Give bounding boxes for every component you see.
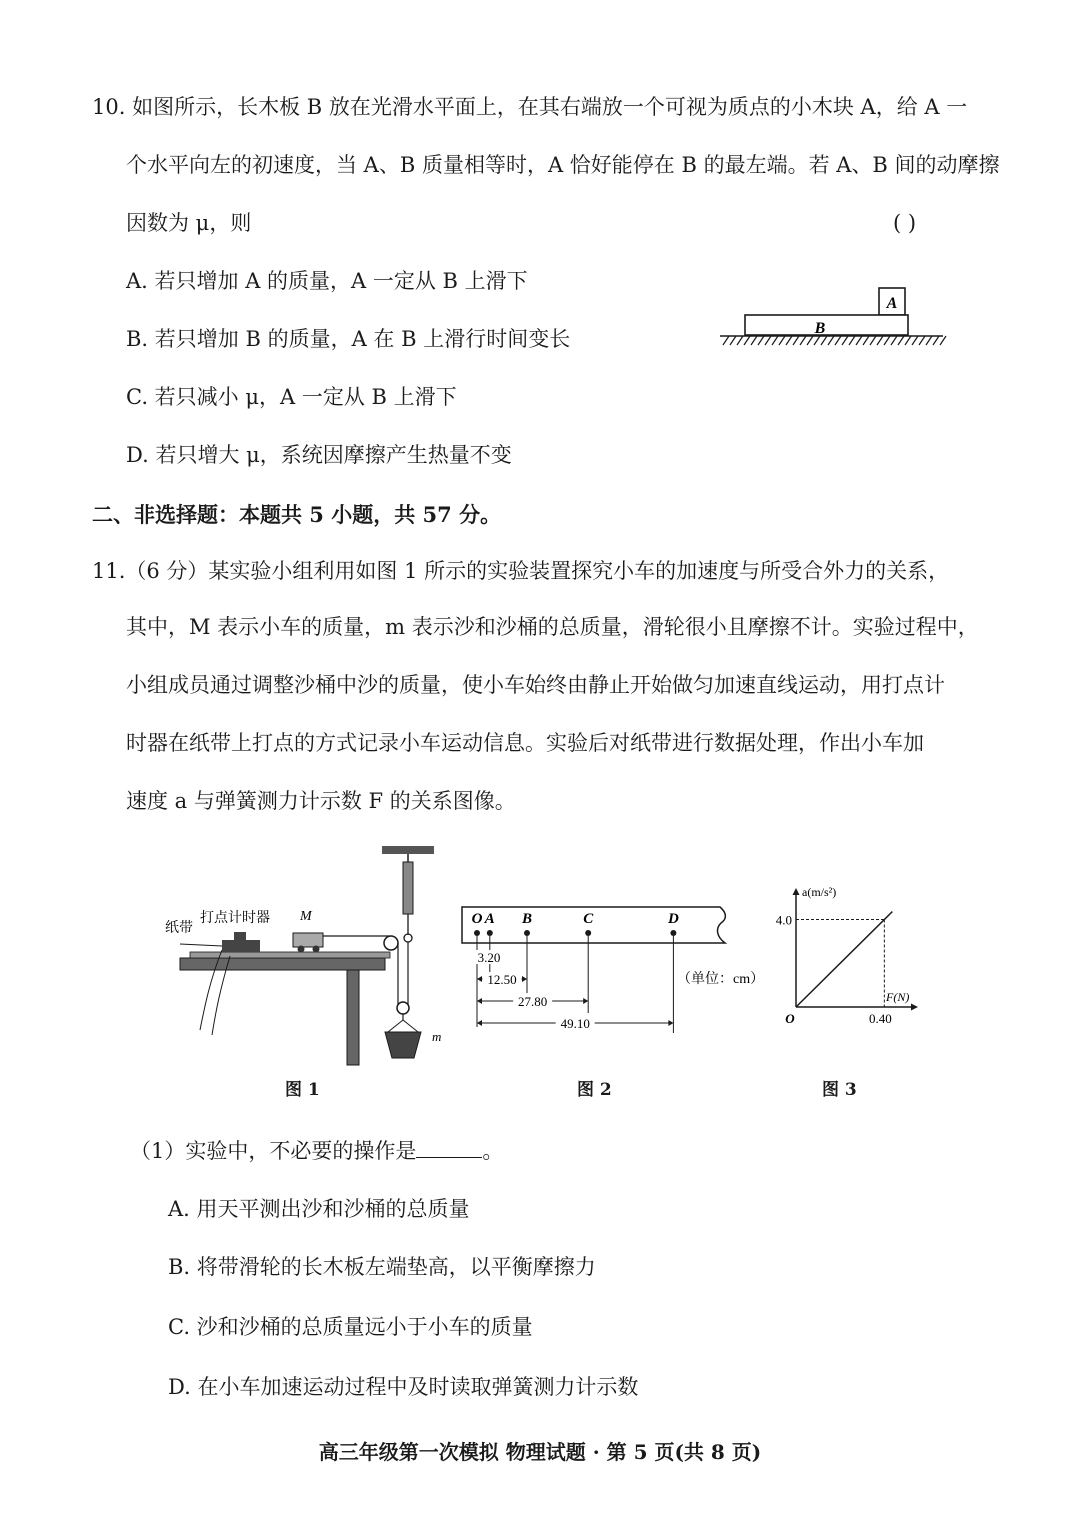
q10-stem-line1: 10. 如图所示，长木板 B 放在光滑水平面上，在其右端放一个可视为质点的小木块 A，给 A 一 [92, 95, 968, 119]
tape-dot [487, 930, 493, 936]
tape-dot [524, 930, 530, 936]
tape-point-label: C [583, 911, 594, 927]
q10-option-b: B. 若只增加 B 的质量，A 在 B 上滑行时间变长 [126, 327, 571, 351]
movable-pulley [397, 1002, 409, 1014]
figure-2-caption: 图 2 [577, 1080, 612, 1100]
label-mass-m: m [432, 1029, 442, 1044]
scale-hook-ring [404, 934, 412, 942]
q11-sub1-option-d: D. 在小车加速运动过程中及时读取弹簧测力计示数 [168, 1375, 639, 1399]
table-pulley [384, 936, 398, 950]
q11-sub1-prefix: （1）实验中，不必要的操作是 [130, 1139, 417, 1163]
distance-label: 27.80 [517, 994, 548, 1009]
figure-1-caption: 图 1 [285, 1080, 320, 1100]
sand-bucket [385, 1032, 421, 1058]
origin-label: O [785, 1011, 795, 1026]
table-leg [347, 970, 359, 1065]
q11-sub1-suffix: 。 [482, 1139, 504, 1163]
q10-stem-line2: 个水平向左的初速度，当 A、B 质量相等时，A 恰好能停在 B 的最左端。若 A、B 间的动摩擦 [126, 153, 1000, 177]
figure-3-graph [775, 885, 920, 1035]
ground-hatching [723, 336, 946, 345]
board-b-label: B [814, 320, 826, 337]
tape-point-label: B [521, 911, 533, 927]
q11-stem-line5: 速度 a 与弹簧测力计示数 F 的关系图像。 [126, 789, 516, 813]
cart-m [293, 933, 323, 947]
q11-sub1-option-b: B. 将带滑轮的长木板左端垫高，以平衡摩擦力 [168, 1255, 596, 1279]
label-timer: 打点计时器 [200, 911, 270, 926]
board-b [745, 315, 908, 335]
section-2-heading: 二、非选择题：本题共 5 小题，共 57 分。 [92, 502, 502, 527]
figure-1-apparatus [160, 840, 460, 1070]
q11-stem-line1: 11.（6 分）某实验小组利用如图 1 所示的实验装置探究小车的加速度与所受合外力的关系， [92, 559, 950, 583]
q11-stem-line3: 小组成员通过调整沙桶中沙的质量，使小车始终由静止开始做匀加速直线运动，用打点计 [126, 673, 945, 697]
q10-option-d: D. 若只增大 μ，系统因摩擦产生热量不变 [126, 443, 512, 467]
tape-unit-label: （单位：cm） [677, 972, 765, 987]
x-axis-label: F(N) [886, 990, 910, 1004]
dot-timer [222, 940, 260, 952]
label-cart-m: M [300, 909, 312, 924]
tape-point-label: A [484, 911, 495, 927]
label-tape: 纸带 [165, 921, 193, 936]
spring-scale [403, 862, 413, 914]
q10-figure [715, 285, 950, 355]
tape-dot [474, 930, 480, 936]
tape-outline [462, 907, 725, 943]
tape-dot [670, 930, 676, 936]
figure-2-tape [455, 895, 775, 1045]
x-tick-label: 0.40 [868, 1011, 892, 1026]
tape-dot [585, 930, 591, 936]
page-footer: 高三年级第一次模拟 物理试题 · 第 5 页(共 8 页) [318, 1440, 762, 1464]
distance-label: 49.10 [560, 1016, 590, 1031]
q10-answer-parentheses: ( ) [893, 211, 917, 235]
q10-option-a: A. 若只增加 A 的质量，A 一定从 B 上滑下 [126, 269, 528, 293]
series-line [796, 912, 892, 1007]
q11-stem-line4: 时器在纸带上打点的方式记录小车运动信息。实验后对纸带进行数据处理，作出小车加 [126, 731, 924, 755]
block-a-label: A [886, 295, 898, 312]
q11-sub1-stem [130, 1136, 503, 1166]
q11-stem-line2: 其中，M 表示小车的质量，m 表示沙和沙桶的总质量，滑轮很小且摩擦不计。实验过程中， [126, 615, 979, 639]
answer-blank [416, 1137, 482, 1158]
tape-point-label: D [667, 911, 679, 927]
y-tick-label: 4.0 [775, 912, 792, 928]
q11-sub1-option-c: C. 沙和沙桶的总质量远小于小车的质量 [168, 1315, 533, 1339]
q11-sub1-option-a: A. 用天平测出沙和沙桶的总质量 [168, 1197, 470, 1221]
q10-stem-line3: 因数为 μ，则 [126, 211, 252, 235]
ceiling [382, 846, 434, 854]
distance-label: 12.50 [487, 972, 517, 987]
distance-label: 3.20 [477, 950, 501, 965]
tape-point-label: O [471, 911, 483, 927]
y-axis-label: a(m/s²) [802, 885, 837, 899]
figure-3-caption: 图 3 [822, 1080, 857, 1100]
q10-option-c: C. 若只减小 μ，A 一定从 B 上滑下 [126, 385, 457, 409]
table-top [180, 958, 385, 970]
